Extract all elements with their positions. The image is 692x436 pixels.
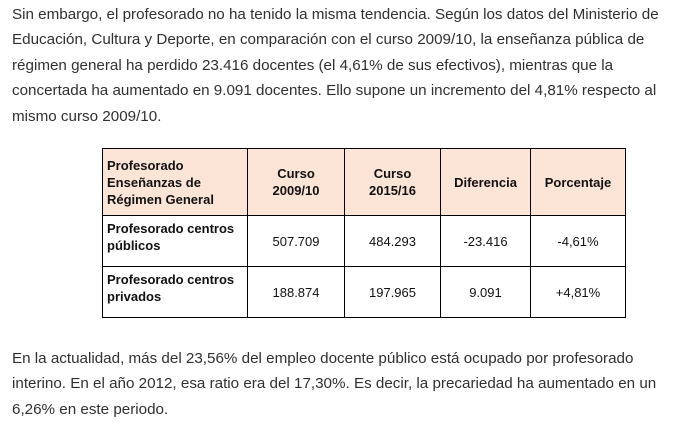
closing-paragraph: En la actualidad, más del 23,56% del empleo docente público está ocupado por profesorado interino. En el año 2012, esa ratio era del 17,30%. Es decir, la precariedad ha aumentado en un 6,26% en este periodo. [12,350,657,418]
cell-curso-2009-10: 507.709 [248,216,345,267]
header-diferencia: Diferencia [441,149,531,216]
header-porcentaje: Porcentaje [531,149,626,216]
cell-porcentaje: +4,81% [531,267,626,318]
header-category: Profesorado Enseñanzas de Régimen General [103,149,248,216]
cell-porcentaje: -4,61% [531,216,626,267]
intro-paragraph: Sin embargo, el profesorado no ha tenido la misma tendencia. Según los datos del Ministerio de Educación, Cultura y Deporte, en comparación con el curso 2009/10, la enseñanza pública de régimen general ha perdido 23.416 docentes (el 4,61% de sus efectivos), mientras que la concertada ha aumentado en 9.091 docentes. Ello supone un incremento del 4,81% respecto al mismo curso 2009/10. [12,6,659,125]
teachers-comparison-table [102,148,626,318]
row-label: Profesorado centros públicos [103,216,248,267]
table-header-row [103,149,626,216]
header-curso-2015-16: Curso 2015/16 [345,149,441,216]
cell-curso-2009-10: 188.874 [248,267,345,318]
cell-diferencia: -23.416 [441,216,531,267]
cell-curso-2015-16: 197.965 [345,267,441,318]
table-row-privados [103,267,626,318]
cell-diferencia: 9.091 [441,267,531,318]
cell-curso-2015-16: 484.293 [345,216,441,267]
table-row-publicos [103,216,626,267]
header-curso-2009-10: Curso 2009/10 [248,149,345,216]
row-label: Profesorado centros privados [103,267,248,318]
